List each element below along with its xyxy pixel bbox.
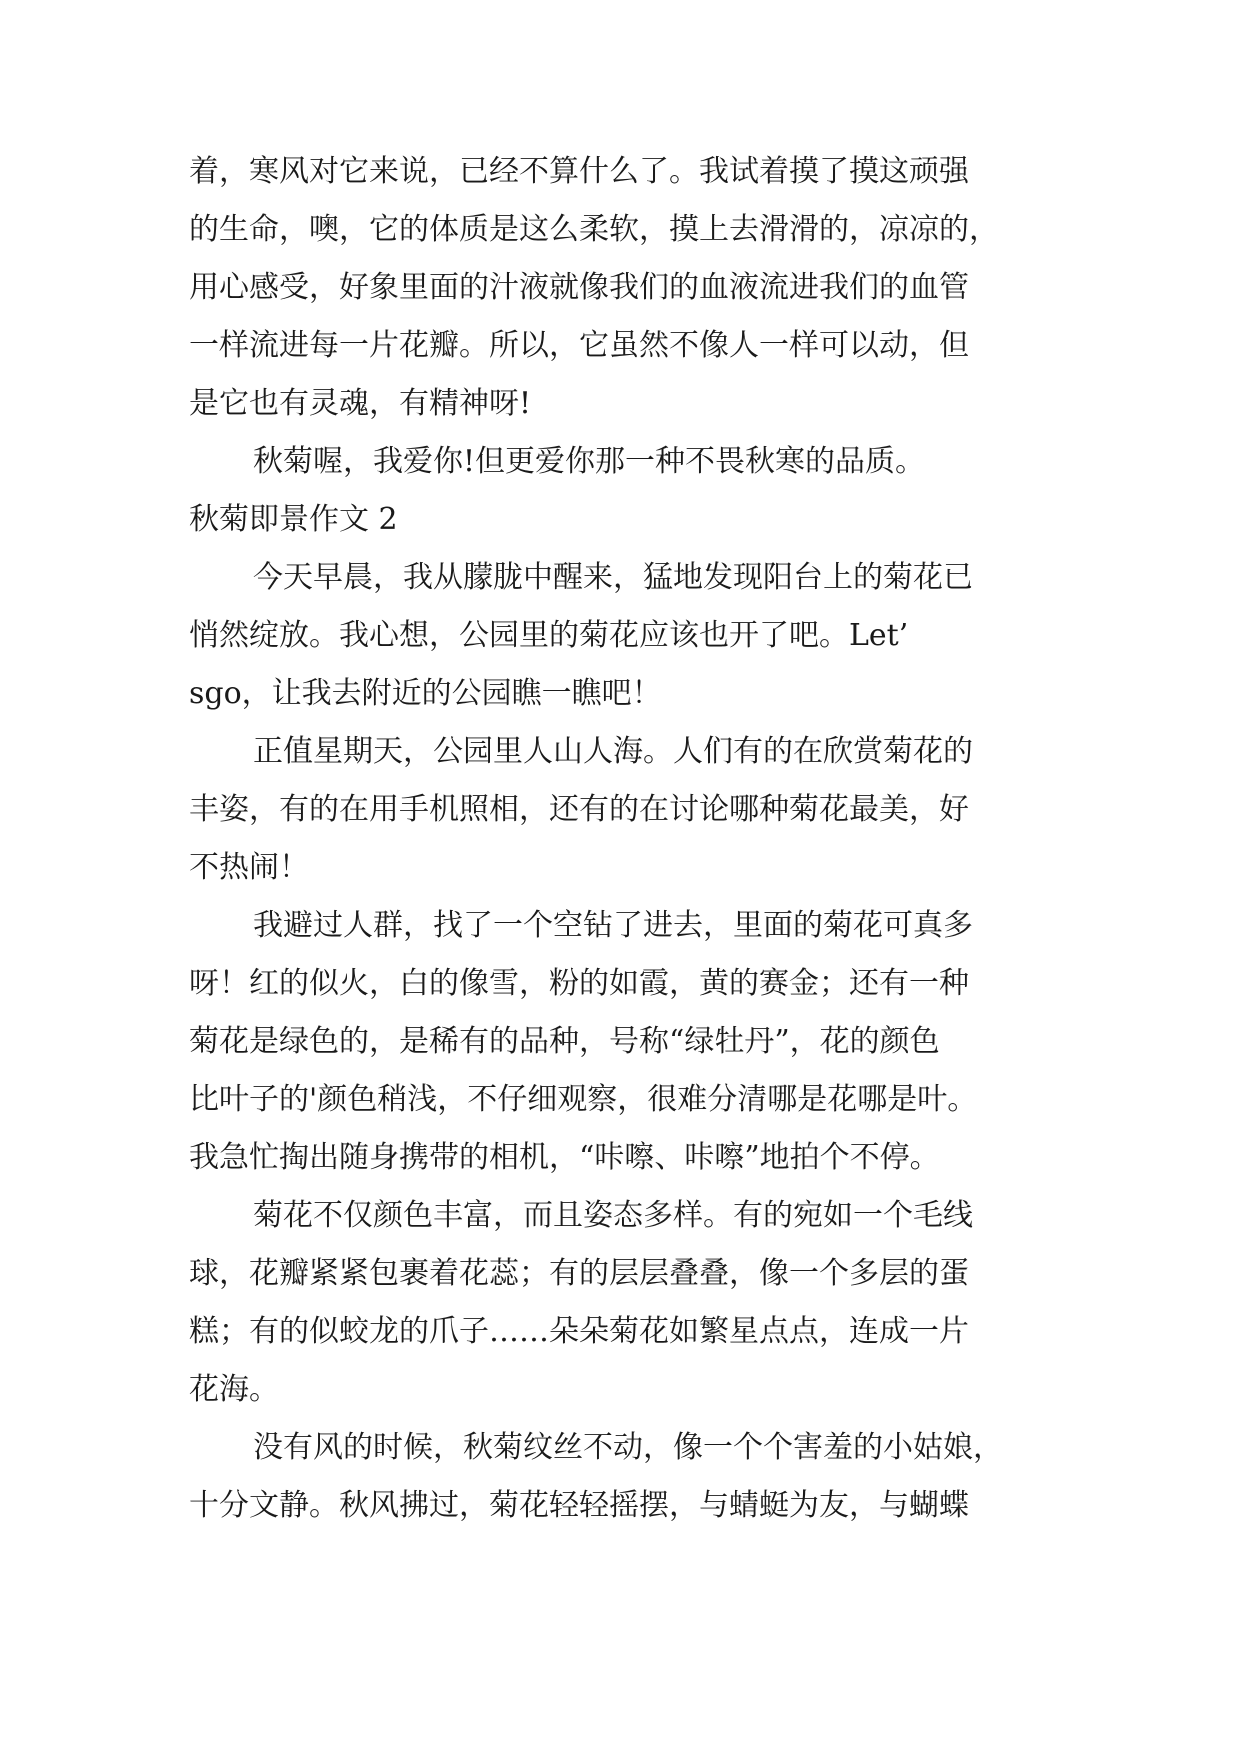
text-line: 十分文静。秋风拂过，菊花轻轻摇摆，与蜻蜓为友，与蝴蝶 [189,1488,969,1523]
text-line: 菊花是绿色的，是稀有的品种，号称“绿牡丹”，花的颜色 [189,1024,940,1059]
section-heading: 秋菊即景作文 2 [189,502,398,537]
text-line: 一样流进每一片花瓣。所以，它虽然不像人一样可以动，但 [189,328,969,363]
text-line: 着，寒风对它来说，已经不算什么了。我试着摸了摸这顽强 [189,154,969,189]
text-line: 没有风的时候，秋菊纹丝不动，像一个个害羞的小姑娘， [253,1430,1003,1465]
text-line: 花海。 [189,1372,279,1407]
text-line: 的生命，噢，它的体质是这么柔软，摸上去滑滑的，凉凉的， [189,212,999,247]
text-line: 比叶子的'颜色稍浅，不仔细观察，很难分清哪是花哪是叶。 [189,1082,978,1117]
text-line: 菊花不仅颜色丰富，而且姿态多样。有的宛如一个毛线 [253,1198,973,1233]
text-line: 是它也有灵魂，有精神呀! [189,386,532,421]
text-line: 糕；有的似蛟龙的爪子……朵朵菊花如繁星点点，连成一片 [189,1314,969,1349]
text-line: 秋菊喔，我爱你!但更爱你那一种不畏秋寒的品质。 [253,444,926,479]
text-line: 今天早晨，我从朦胧中醒来，猛地发现阳台上的菊花已 [253,560,973,595]
text-line: 我避过人群，找了一个空钻了进去，里面的菊花可真多 [253,908,973,943]
text-line: 丰姿，有的在用手机照相，还有的在讨论哪种菊花最美，好 [189,792,969,827]
text-line: sgo，让我去附近的公园瞧一瞧吧！ [189,676,662,711]
text-line: 不热闹！ [189,850,309,885]
text-line: 悄然绽放。我心想，公园里的菊花应该也开了吧。Let’ [189,618,909,653]
text-line: 正值星期天，公园里人山人海。人们有的在欣赏菊花的 [253,734,973,769]
text-line: 球，花瓣紧紧包裹着花蕊；有的层层叠叠，像一个多层的蛋 [189,1256,969,1291]
text-line: 呀！红的似火，白的像雪，粉的如霞，黄的赛金；还有一种 [189,966,969,1001]
text-line: 我急忙掏出随身携带的相机，“咔嚓、咔嚓”地拍个不停。 [189,1140,940,1175]
text-line: 用心感受，好象里面的汁液就像我们的血液流进我们的血管 [189,270,969,305]
